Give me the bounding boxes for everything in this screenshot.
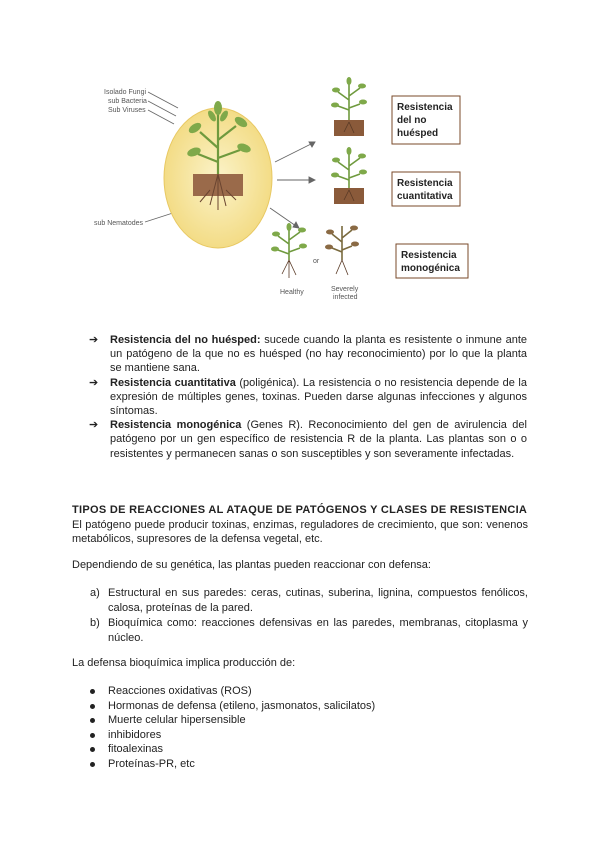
outcome-arrows: [270, 142, 315, 228]
list-item: [72, 742, 492, 757]
resistance-text: (Genes R). Reconocimiento del gen de avirulencia del patógeno por un gen específico de resistencia R de la planta. Las plantas son o o resistentes y permanecen sanas o son susceptibles y son severamente infectadas.: [110, 419, 527, 460]
bullet-icon: [90, 689, 95, 694]
arrow-right-icon: ➔: [89, 334, 99, 346]
bullet-icon: [90, 704, 95, 709]
label-severely: Severely: [331, 286, 359, 293]
plant-quantitative: [331, 147, 367, 204]
arrow-right-icon: ➔: [89, 419, 99, 432]
label-bacteria: sub Bacteria: [108, 98, 147, 105]
box-non-host-line2: del no: [397, 115, 427, 126]
list-text: Reacciones oxidativas (ROS): [108, 685, 252, 697]
box-non-host: [392, 96, 460, 144]
list-text: Muerte celular hipersensible: [108, 714, 246, 726]
plant-healthy: [271, 223, 307, 278]
list-item: [72, 728, 492, 743]
section-heading: TIPOS DE REACCIONES AL ATAQUE DE PATÓGENOS Y CLASES DE RESISTENCIA: [72, 504, 528, 516]
label-virus: Sub Viruses: [108, 107, 146, 114]
list-item: [72, 586, 528, 615]
arrow-right-icon: ➔: [89, 376, 99, 389]
label-healthy: Healthy: [280, 289, 304, 296]
resistance-item: [87, 418, 527, 461]
bullet-icon: [90, 718, 95, 723]
list-item: [72, 616, 528, 645]
list-text: Hormonas de defensa (etileno, jasmonatos, salicilatos): [108, 699, 376, 712]
box-quantitative-line2: cuantitativa: [397, 191, 453, 202]
box-quantitative-line1: Resistencia: [397, 178, 453, 189]
list-text: Bioquímica como: reacciones defensivas en las paredes, membranas, citoplasma y núcleo.: [108, 617, 528, 644]
label-infected: infected: [333, 294, 358, 301]
box-monogenic: [396, 244, 468, 278]
resistance-figure: [90, 70, 480, 315]
bullet-icon: [90, 733, 95, 738]
bullet-icon: [90, 762, 95, 767]
resistance-term: Resistencia cuantitativa: [110, 376, 236, 389]
resistance-text: (poligénica). La resistencia o no resistencia depende de la expresión de múltiples genes, toxinas. Pueden darse algunas infecciones y algunos síntomas.: [110, 376, 527, 418]
resistance-item: [87, 333, 527, 376]
box-non-host-line1: Resistencia: [397, 102, 453, 113]
label-fungi: Isolado Fungi: [104, 89, 147, 96]
biochem-intro: La defensa bioquímica implica producción de:: [72, 657, 296, 669]
section-block: [72, 503, 528, 547]
box-non-host-line3: huésped: [397, 128, 439, 139]
biochem-list: [72, 684, 492, 771]
label-or: or: [313, 258, 320, 265]
resistance-term: Resistencia del no huésped:: [110, 334, 261, 346]
list-item: [72, 757, 492, 772]
list-marker: b): [90, 617, 100, 629]
list-item: [72, 713, 492, 728]
label-nematodes: sub Nematodes: [94, 220, 144, 227]
resistance-list: [87, 333, 527, 461]
resistance-text: sucede cuando la planta es resistente o inmune ante un patógeno de la que no es huésped (no hay reconocimiento) por lo que la planta se mantiene sana.: [110, 334, 527, 375]
list-text: fitoalexinas: [108, 743, 164, 755]
resistance-item: [87, 376, 527, 419]
genetics-paragraph: Dependiendo de su genética, las plantas pueden reaccionar con defensa:: [72, 559, 431, 571]
resistance-diagram: [90, 70, 480, 315]
bullet-icon: [90, 747, 95, 752]
list-marker: a): [90, 587, 100, 599]
plant-infected: [325, 226, 359, 276]
list-item: [72, 699, 492, 714]
list-text: inhibidores: [108, 728, 162, 741]
defense-types-list: [72, 586, 528, 646]
section-intro: El patógeno puede producir toxinas, enzimas, reguladores de crecimiento, que son: venenos metabólicos, supresores de la defensa vegetal, etc.: [72, 518, 528, 545]
box-quantitative: [392, 172, 460, 206]
list-text: Proteínas-PR, etc: [108, 757, 195, 770]
resistance-term: Resistencia monogénica: [110, 419, 242, 432]
plant-non-host: [331, 77, 367, 136]
list-item: [72, 684, 492, 699]
list-text: Estructural en sus paredes: ceras, cutinas, suberina, lignina, compuestos fenólicos, calosa, proteínas de la pared.: [108, 587, 528, 614]
box-monogenic-line1: Resistencia: [401, 250, 457, 261]
box-monogenic-line2: monogénica: [401, 263, 460, 274]
